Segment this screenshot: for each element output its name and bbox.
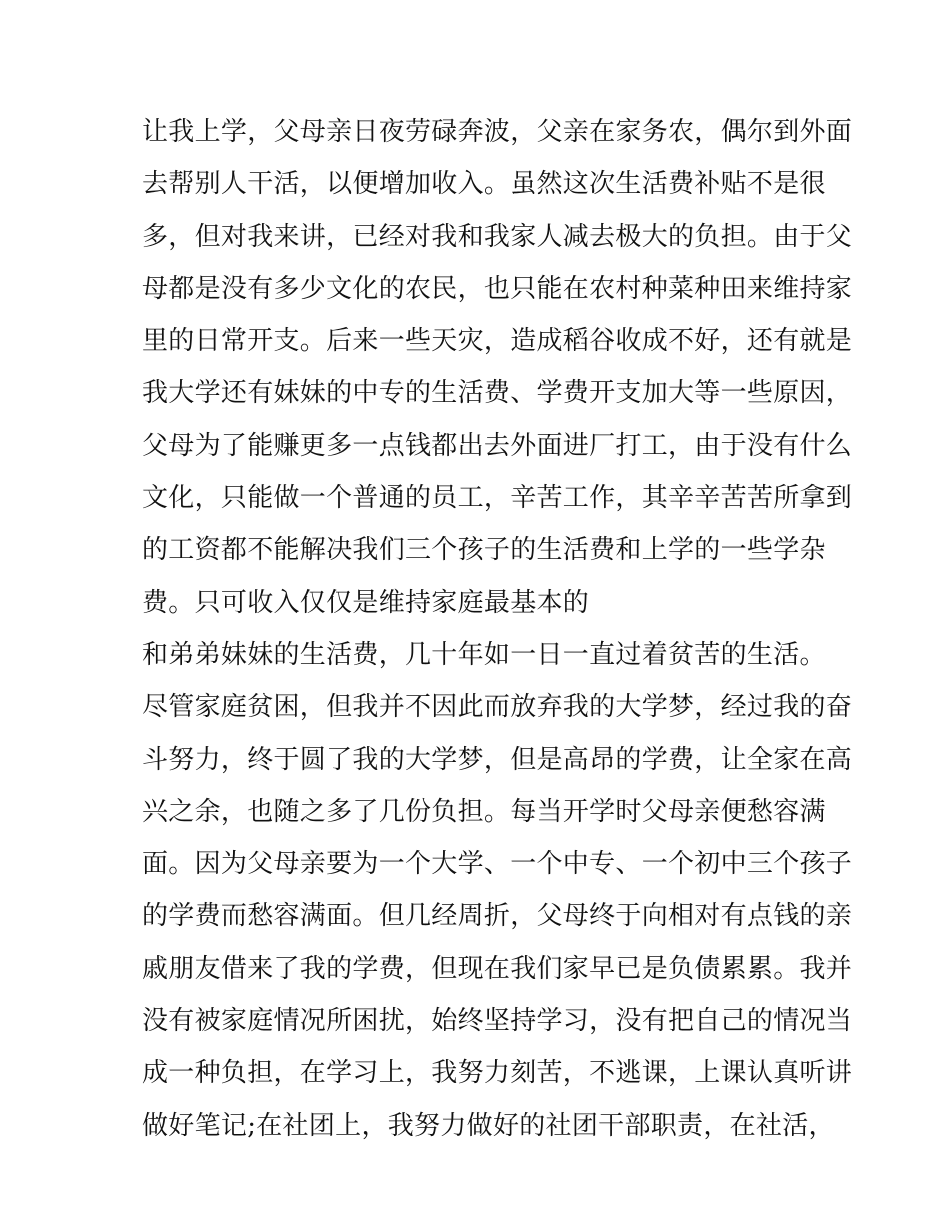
text-line: 成一种负担，在学习上，我努力刻苦，不逃课，上课认真听讲: [142, 1058, 853, 1089]
text-line: 兴之余，也随之多了几份负担。每当开学时父母亲便愁容满: [142, 796, 826, 827]
text-line: 的学费而愁容满面。但几经周折，父母终于向相对有点钱的亲: [142, 901, 853, 932]
text-line: 尽管家庭贫困，但我并不因此而放弃我的大学梦，经过我的奋: [142, 692, 853, 723]
text-line: 父母为了能赚更多一点钱都出去外面进厂打工，由于没有什么: [142, 430, 853, 461]
text-line: 面。因为父母亲要为一个大学、一个中专、一个初中三个孩子: [142, 849, 853, 880]
text-line: 里的日常开支。后来一些天灾，造成稻谷收成不好，还有就是: [142, 326, 853, 357]
text-line: 和弟弟妹妹的生活费，几十年如一日一直过着贫苦的生活。: [142, 639, 826, 670]
text-line: 文化，只能做一个普通的员工，辛苦工作，其辛辛苦苦所拿到: [142, 483, 853, 514]
text-line: 让我上学，父母亲日夜劳碌奔波，父亲在家务农，偶尔到外面: [142, 117, 853, 147]
body-text: [142, 106, 853, 1152]
text-line: 多，但对我来讲，已经对我和我家人减去极大的负担。由于父: [142, 221, 853, 252]
text-line: 费。只可收入仅仅是维持家庭最基本的: [142, 587, 590, 618]
text-line: 我大学还有妹妹的中专的生活费、学费开支加大等一些原因，: [142, 378, 853, 409]
text-line: 去帮别人干活，以便增加收入。虽然这次生活费补贴不是很: [142, 169, 826, 200]
text-line: 斗努力，终于圆了我的大学梦，但是高昂的学费，让全家在高: [142, 744, 853, 775]
text-line: 的工资都不能解决我们三个孩子的生活费和上学的一些学杂: [142, 535, 826, 566]
text-line: 做好笔记;在社团上，我努力做好的社团干部职责，在社活，: [142, 1110, 835, 1141]
text-line: 母都是没有多少文化的农民，也只能在农村种菜种田来维持家: [142, 273, 853, 304]
text-line: 戚朋友借来了我的学费，但现在我们家早已是负债累累。我并: [142, 953, 853, 984]
text-line: 没有被家庭情况所困扰，始终坚持学习，没有把自己的情况当: [142, 1006, 853, 1037]
